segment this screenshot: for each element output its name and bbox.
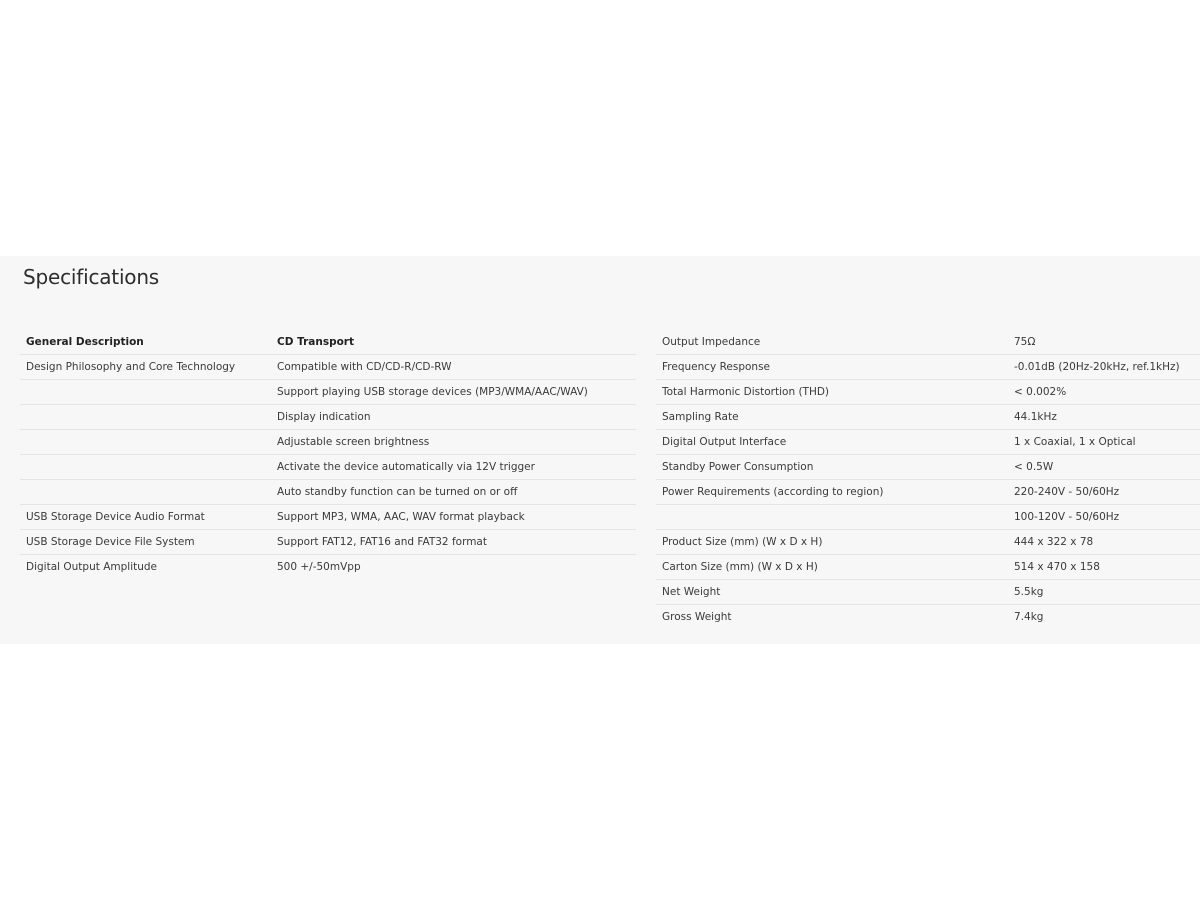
- spec-value: Support MP3, WMA, AAC, WAV format playback: [271, 505, 636, 530]
- table-row: [20, 405, 636, 430]
- table-row: [656, 530, 1200, 555]
- spec-value: Compatible with CD/CD-R/CD-RW: [271, 355, 636, 380]
- spec-label: USB Storage Device File System: [20, 530, 271, 555]
- spec-value: 1 x Coaxial, 1 x Optical: [1008, 430, 1200, 455]
- table-header-row: [20, 330, 636, 355]
- header-general-description: General Description: [20, 330, 271, 355]
- spec-value: Adjustable screen brightness: [271, 430, 636, 455]
- spec-label: Product Size (mm) (W x D x H): [656, 530, 1008, 555]
- table-row: [20, 380, 636, 405]
- table-row: [656, 555, 1200, 580]
- spec-value: < 0.5W: [1008, 455, 1200, 480]
- spec-value: < 0.002%: [1008, 380, 1200, 405]
- spec-label: Digital Output Amplitude: [26, 561, 158, 573]
- spec-value: Activate the device automatically via 12V trigger: [271, 455, 636, 480]
- table-row: [656, 430, 1200, 455]
- spec-value: 44.1kHz: [1008, 405, 1200, 430]
- spec-value: 100-120V - 50/60Hz: [1008, 505, 1200, 530]
- table-row: [656, 480, 1200, 505]
- spec-value: 220-240V - 50/60Hz: [1008, 480, 1200, 505]
- spec-value: Auto standby function can be turned on or off: [271, 480, 636, 505]
- spec-label: [656, 505, 1008, 530]
- table-row: [656, 580, 1200, 605]
- spec-label: Standby Power Consumption: [656, 455, 1008, 480]
- table-row: [656, 355, 1200, 380]
- spec-label: Total Harmonic Distortion (THD): [656, 380, 1008, 405]
- spec-label: Gross Weight: [662, 611, 732, 623]
- spec-value: 500 +/-50mVpp: [277, 561, 361, 573]
- spec-label: Frequency Response: [656, 355, 1008, 380]
- table-row: [20, 505, 636, 530]
- spec-value: Display indication: [271, 405, 636, 430]
- spec-label: [20, 430, 271, 455]
- spec-label: [20, 380, 271, 405]
- spec-label: Sampling Rate: [656, 405, 1008, 430]
- spec-label: Power Requirements (according to region): [656, 480, 1008, 505]
- header-cd-transport: CD Transport: [271, 330, 636, 355]
- spec-label: Net Weight: [656, 580, 1008, 605]
- spec-label: [20, 480, 271, 505]
- general-spec-table: [20, 330, 636, 579]
- table-row: [20, 355, 636, 380]
- table-row: [656, 380, 1200, 405]
- spec-label: [20, 455, 271, 480]
- spec-label: Output Impedance: [656, 330, 1008, 355]
- table-row: [20, 455, 636, 480]
- table-row: [656, 455, 1200, 480]
- table-row: [20, 430, 636, 455]
- spec-value: 514 x 470 x 158: [1008, 555, 1200, 580]
- spec-value: -0.01dB (20Hz-20kHz, ref.1kHz): [1008, 355, 1200, 380]
- specifications-title: Specifications: [23, 265, 160, 289]
- spec-value: 444 x 322 x 78: [1008, 530, 1200, 555]
- spec-value: Support FAT12, FAT16 and FAT32 format: [271, 530, 636, 555]
- spec-value: 75Ω: [1008, 330, 1200, 355]
- spec-value: 7.4kg: [1014, 611, 1044, 623]
- table-row: [656, 505, 1200, 530]
- table-row: [656, 330, 1200, 355]
- spec-value: 5.5kg: [1008, 580, 1200, 605]
- table-row: [20, 480, 636, 505]
- spec-label: Digital Output Interface: [656, 430, 1008, 455]
- spec-label: Carton Size (mm) (W x D x H): [656, 555, 1008, 580]
- table-row: [656, 405, 1200, 430]
- table-row: [20, 530, 636, 555]
- output-spec-table: [656, 330, 1200, 629]
- spec-label: Design Philosophy and Core Technology: [20, 355, 271, 380]
- spec-label: USB Storage Device Audio Format: [20, 505, 271, 530]
- table-row: [656, 605, 1200, 630]
- table-row: [20, 555, 636, 580]
- spec-value: Support playing USB storage devices (MP3/WMA/AAC/WAV): [271, 380, 636, 405]
- spec-label: [20, 405, 271, 430]
